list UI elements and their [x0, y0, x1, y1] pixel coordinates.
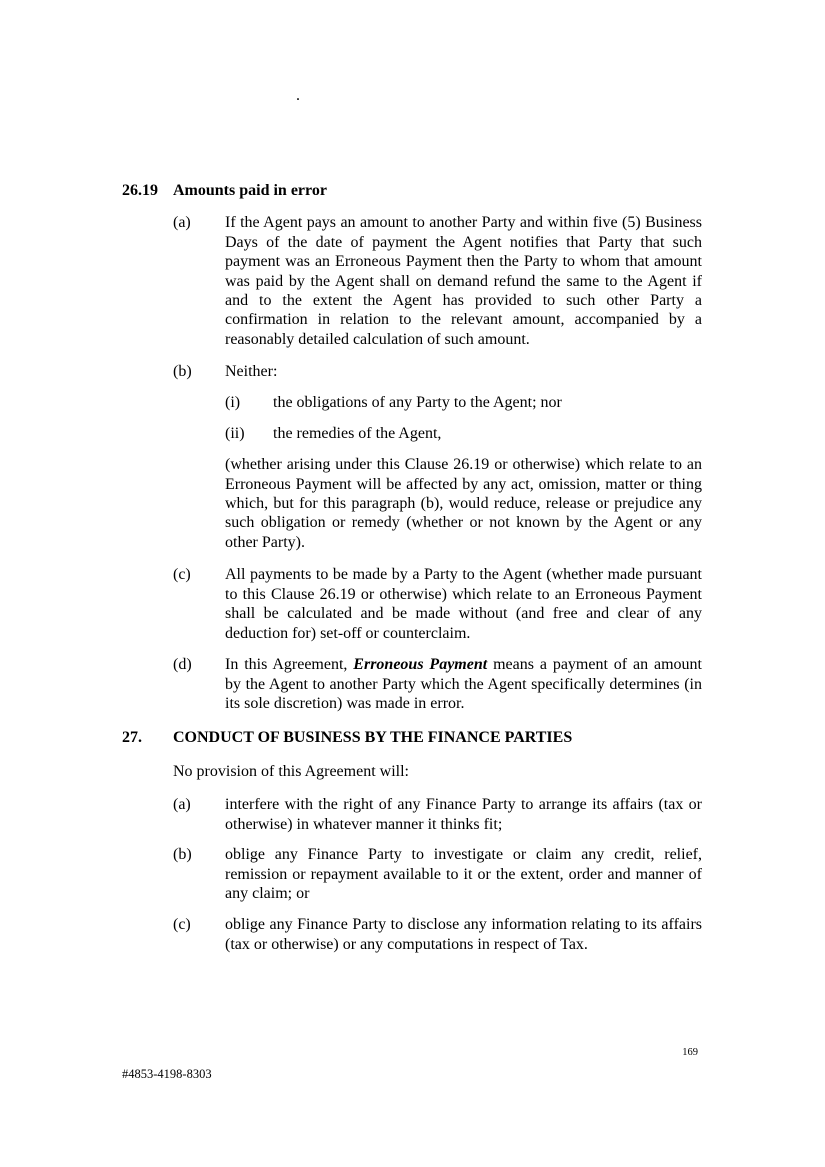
clause-heading: CONDUCT OF BUSINESS BY THE FINANCE PARTIES [173, 729, 573, 747]
paragraph-text-before: In this Agreement, [225, 656, 354, 674]
paragraph-b [173, 362, 702, 381]
paragraph-text: All payments to be made by a Party to the Agent (whether made pursuant to this Clause 26.19 or otherwise) which relate to an Erroneous Payment shall be calculated and be made without (and free and clear of any deduction for) set-off or counterclaim. [225, 566, 702, 642]
paragraph-text: Neither: [225, 363, 278, 381]
clause-heading-row [122, 181, 702, 200]
subparagraph-label: (ii) [225, 425, 245, 443]
paragraph-text: interfere with the right of any Finance Party to arrange its affairs (tax or otherwise) in whatever manner it thinks fit; [225, 796, 702, 833]
defined-term: Erroneous Payment [353, 656, 488, 674]
subparagraph-ii [225, 424, 702, 443]
paragraph-b [173, 845, 702, 903]
paragraph-c [173, 565, 702, 643]
paragraph-c [173, 915, 702, 954]
clause-27 [0, 728, 825, 954]
subparagraph-label: (i) [225, 394, 241, 412]
paragraph-text: If the Agent pays an amount to another Party and within five (5) Business Days of the date of payment the Agent notifies that Party that such payment was an Erroneous Payment then the Party to whom that amount was paid by the Agent shall on demand refund the same to the Agent if and to the extent the Agent has provided to such other Party a confirmation in relation to the relevant amount, accompanied by a reasonably detailed calculation of such amount. [225, 214, 702, 348]
clause-heading-row [122, 728, 702, 747]
paragraph-text [225, 655, 702, 713]
paragraph-text: oblige any Finance Party to disclose any information relating to its affairs (tax or otherwise) or any computations in respect of Tax. [225, 916, 702, 953]
subparagraph-text: the obligations of any Party to the Agent; nor [273, 394, 562, 412]
subparagraph-text: the remedies of the Agent, [273, 425, 442, 443]
clause-number: 26.19 [122, 182, 158, 199]
subparagraph-i [225, 393, 702, 412]
footer-doc-stamp: #4853-4198-8303 [122, 1067, 212, 1081]
paragraph-a [173, 213, 702, 349]
clause-intro: No provision of this Agreement will: [173, 763, 409, 781]
paragraph-a [173, 795, 702, 834]
paragraph-label: (a) [173, 214, 191, 232]
paragraph-label: (c) [173, 566, 191, 584]
paragraph-label: (d) [173, 656, 192, 674]
paragraph-label: (b) [173, 363, 192, 381]
paragraph-text: oblige any Finance Party to investigate or claim any credit, relief, remission or repayment available to it or the extent, order and manner of any claim; or [225, 846, 702, 903]
stray-dot-mark: . [296, 87, 300, 104]
paragraph-text-after: means a payment of an amount by the Agent to another Party which the Agent specifically determines (in its sole discretion) was made in error. [225, 656, 703, 713]
paragraph-d [173, 655, 702, 713]
clause-heading: Amounts paid in error [173, 182, 327, 199]
paragraph-label: (c) [173, 916, 191, 934]
paragraph-label: (a) [173, 796, 191, 814]
clause-26-19 [0, 181, 825, 714]
paragraph-label: (b) [173, 846, 192, 864]
paragraph-b-continuation: (whether arising under this Clause 26.19 or otherwise) which relate to an Erroneous Payment will be affected by any act, omission, matter or thing which, but for this paragraph (b), would reduce, release or prejudice any such obligation or remedy (whether or not known by the Agent or any other Party). [225, 456, 702, 551]
footer-page-number: 169 [682, 1047, 698, 1058]
clause-number: 27. [122, 729, 142, 747]
